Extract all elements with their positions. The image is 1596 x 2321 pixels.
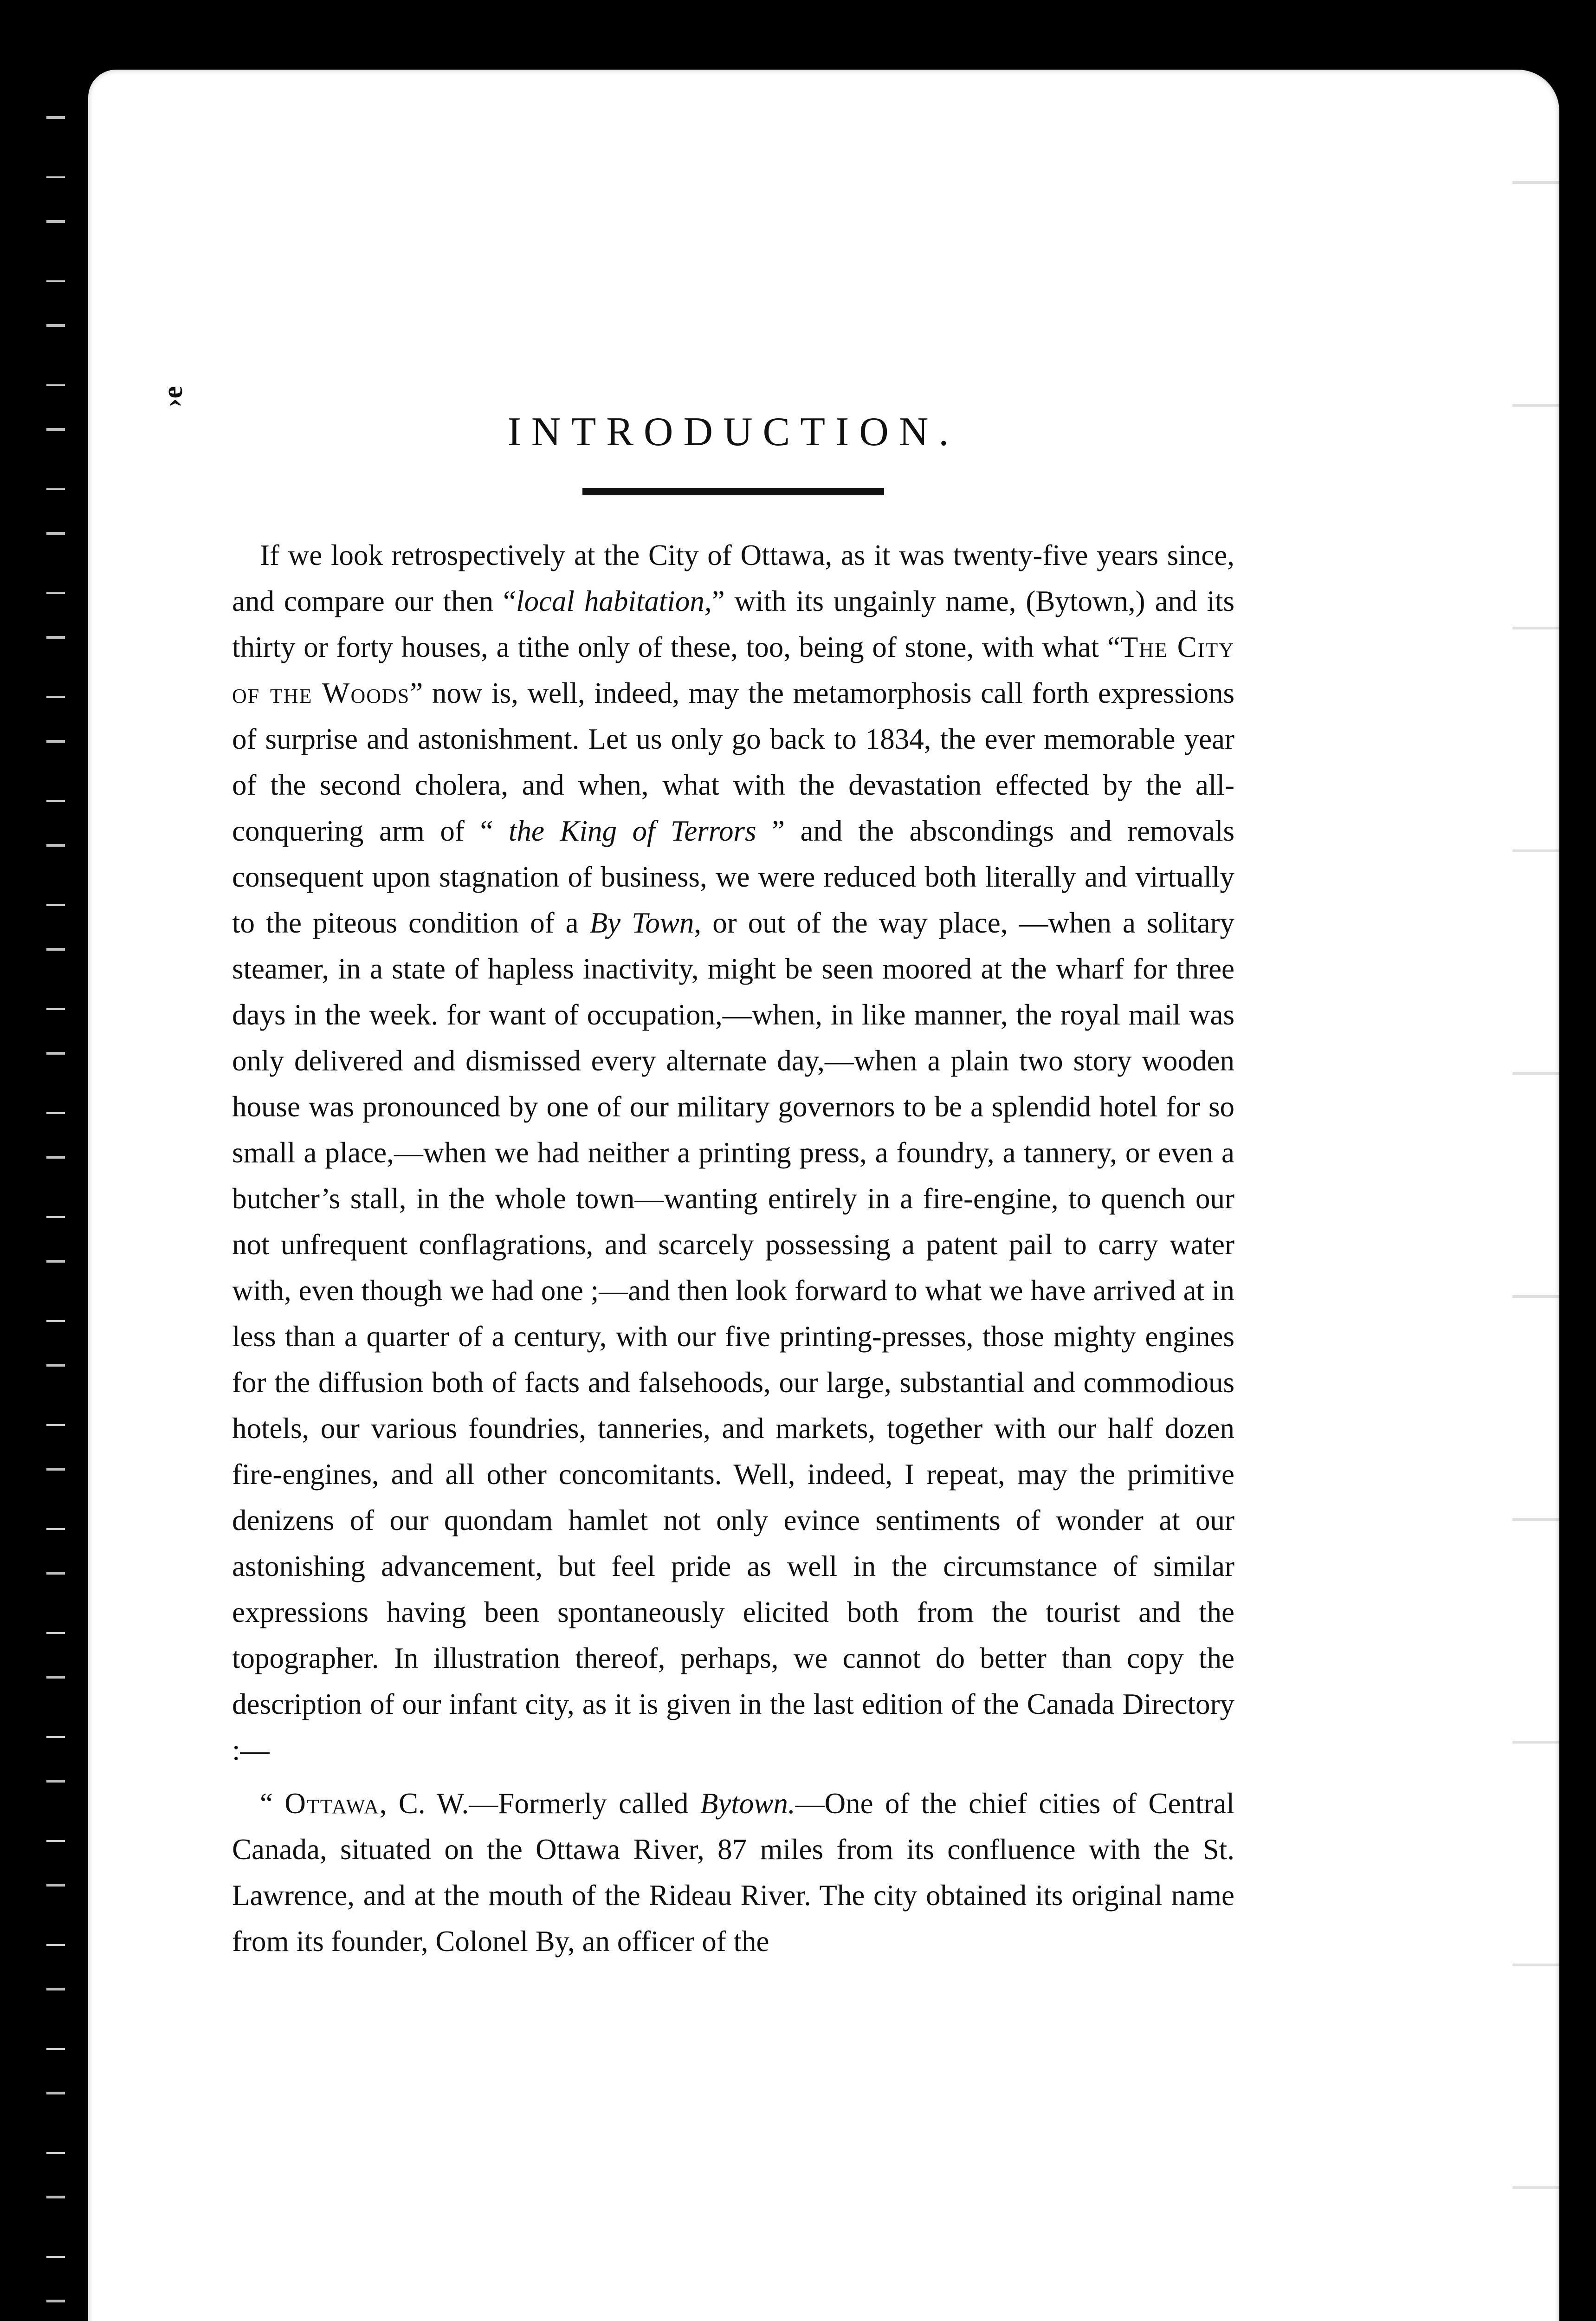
text-run: If we look retrospectively at the City of Ottawa, as it was twenty-five years since, and compare our then “ — [232, 539, 1234, 617]
text-run: , or out of the way place, —when a solitary steamer, in a state of hapless inactivity, might be seen moored at the wharf for three days in the week. for want of occupation,—when, in like manner, the royal mail was only delivered and dismissed every alternate day,—when a plain two story wooden house was pronounced by one of our military governors to be a splendid hotel for so small a place,—when we had neither a printing press, a foundry, a tannery, or even a butcher’s stall, in the whole town—wanting entirely in a fire-engine, to quench our not unfrequent conflagrations, and scarcely possessing a patent pail to carry water with, even though we had one ;—and then look forward to what we have arrived at in less than a quarter of a century, with our five printing-presses, those mighty engines for the diffusion both of facts and falsehoods, our large, substantial and commodious hotels, our various foundries, tanneries, and markets, together with our half dozen fire-engines, and all other concomitants. Well, indeed, I repeat, may the primitive denizens of our quondam hamlet not only evince sentiments of wonder at our astonishing advancement, but feel pride as well in the circumstance of similar expressions having been spontaneously elicited both from the tourist and the topographer. In illustration thereof, perhaps, we cannot do better than copy the description of our infant city, as it is given in the last edition of the Canada Directory :— — [232, 907, 1234, 1766]
text-run: —One of the chief cities of Central Canada, situated on the Ottawa River, 87 miles from its confluence with the St. Lawrence, and at the mouth of the Rideau River. The city obtained its original name from its founder, Colonel By, an officer of the — [232, 1787, 1234, 1958]
title-rule — [582, 488, 884, 495]
text-run-italic: Bytown. — [700, 1787, 795, 1820]
paragraph-quotation — [232, 1781, 1234, 1964]
page-left-edge-scan-artifact — [46, 74, 65, 2321]
text-run: , C. W.—Formerly called — [379, 1787, 700, 1820]
text-run-small-caps: The City of the Woods — [232, 631, 1234, 709]
text-run-italic: local habitation, — [516, 585, 712, 617]
document-body — [232, 408, 1234, 1964]
margin-handwritten-mark: ǝ‹ — [162, 386, 194, 408]
text-run: ” with its ungainly name, (Bytown,) and its thirty or forty houses, a tithe only of these, too, being of stone, with what “ — [232, 585, 1235, 663]
text-run: “ — [260, 1787, 285, 1820]
text-run-italic: the King of Terrors — [508, 815, 756, 847]
page-title: INTRODUCTION. — [507, 409, 959, 454]
page-right-edge-scan-artifact — [1512, 79, 1568, 2321]
text-run-italic: By Town — [589, 907, 694, 939]
text-run: ” now is, well, indeed, may the metamorphosis call forth expressions of surprise and astonishment. Let us only go back to 1834, the ever memorable year of the second cholera, and when, what with the devastation effected by the all-conquering arm of “ — [232, 677, 1234, 847]
text-run-small-caps: Ottawa — [284, 1787, 380, 1820]
paragraph-intro — [232, 532, 1234, 1773]
text-run: ” and the abscondings and removals consequent upon stagnation of business, we were reduced both literally and virtually to the piteous condition of a — [232, 815, 1234, 939]
